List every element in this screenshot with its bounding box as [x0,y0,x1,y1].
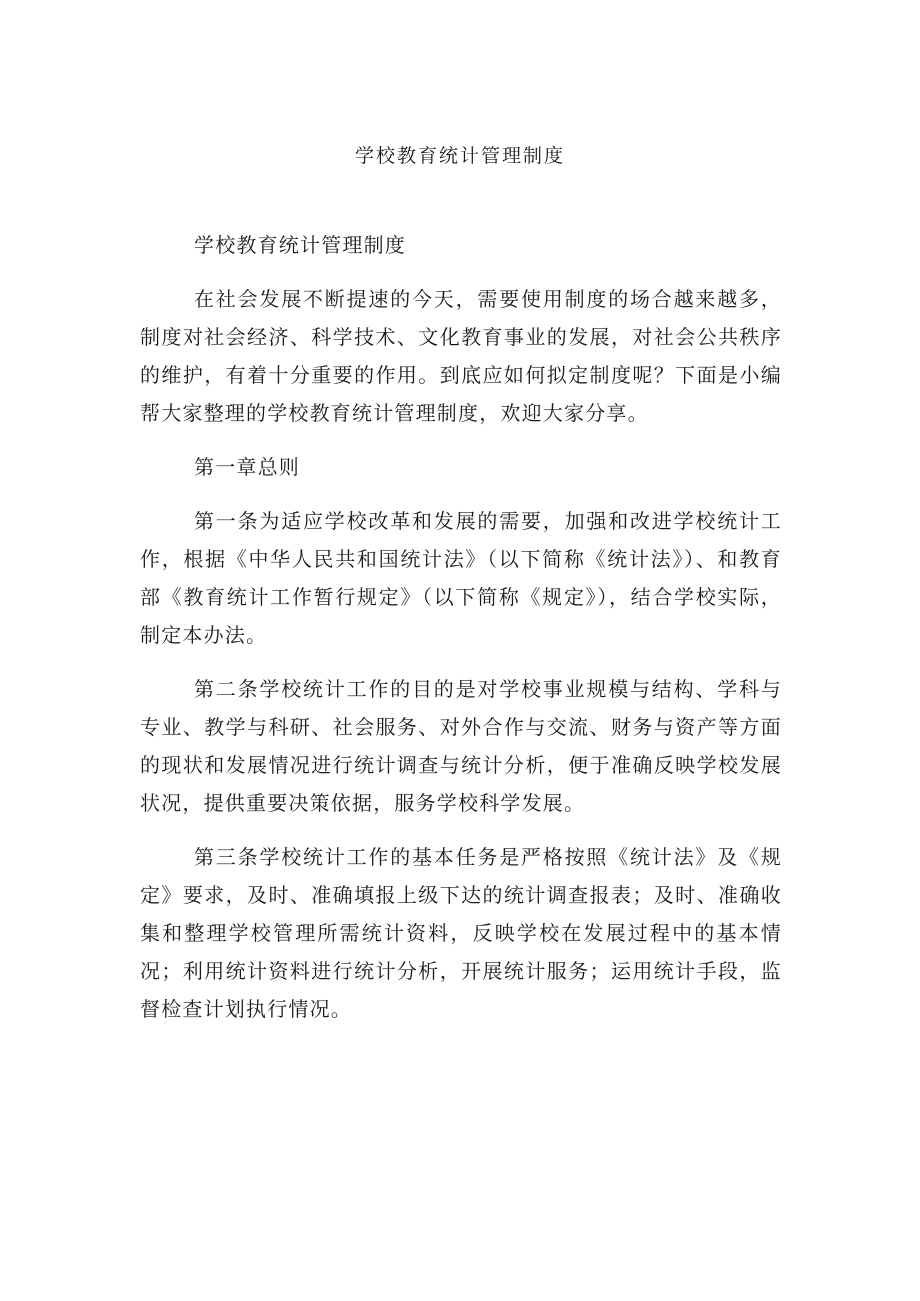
article-3: 第三条学校统计工作的基本任务是严格按照《统计法》及《规定》要求，及时、准确填报上级下达的统计调查报表；及时、准确收集和整理学校管理所需统计资料，反映学校在发展过程中的基本情况；利用统计资料进行统计分析，开展统计服务；运用统计手段，监督检查计划执行情况。 [140,845,782,1021]
chapter-heading: 第一章总则 [194,455,300,479]
paragraph-subtitle: 学校教育统计管理制度 [194,233,406,257]
article-1: 第一条为适应学校改革和发展的需要，加强和改进学校统计工作，根据《中华人民共和国统计法》（以下简称《统计法》）、和教育部《教育统计工作暂行规定》（以下简称《规定》），结合学校实际，制定本办法。 [140,509,782,647]
document-title: 学校教育统计管理制度 [354,145,565,167]
document-body [140,226,782,1044]
paragraph-intro: 在社会发展不断提速的今天，需要使用制度的场合越来越多，制度对社会经济、科学技术、文化教育事业的发展，对社会公共秩序的维护，有着十分重要的作用。到底应如何拟定制度呢？下面是小编帮大家整理的学校教育统计管理制度，欢迎大家分享。 [140,287,782,425]
article-2: 第二条学校统计工作的目的是对学校事业规模与结构、学科与专业、教学与科研、社会服务、对外合作与交流、财务与资产等方面的现状和发展情况进行统计调查与统计分析，便于准确反映学校发展状况，提供重要决策依据，服务学校科学发展。 [140,677,782,815]
